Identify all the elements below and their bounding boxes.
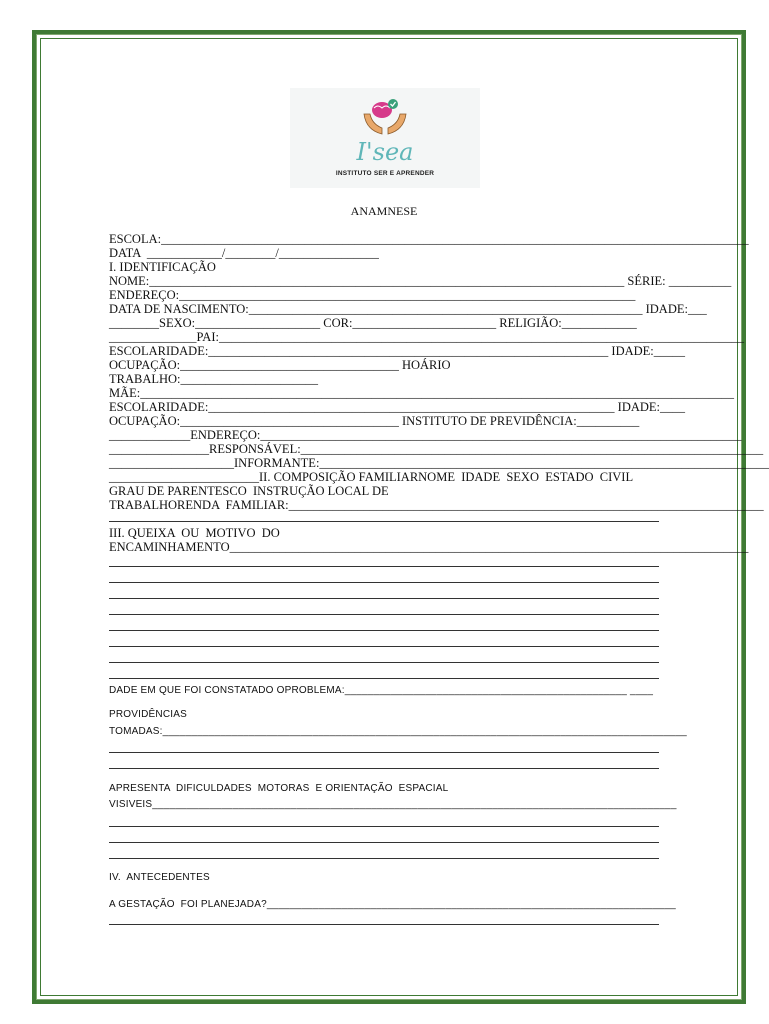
form-line: III. QUEIXA OU MOTIVO DO xyxy=(109,526,280,540)
logo-subtitle: INSTITUTO SER E APRENDER xyxy=(335,170,435,177)
blank-answer-line[interactable] xyxy=(109,858,659,859)
form-line[interactable]: NOME:____________________________________________________________________________ SÉRIE: __________ xyxy=(109,274,732,288)
form-line[interactable]: ______________PAI:____________________________________________________________________________________ xyxy=(109,330,744,344)
blank-answer-line[interactable] xyxy=(109,678,659,679)
form-line[interactable]: ENDEREÇO:_________________________________________________________________________ xyxy=(109,288,636,302)
form-line[interactable]: ENCAMINHAMENTO___________________________________________________________________________________ xyxy=(109,540,749,554)
blank-answer-line[interactable] xyxy=(109,842,659,843)
form-line[interactable]: ESCOLARIDADE:_________________________________________________________________ IDADE:____ xyxy=(109,400,686,414)
form-line[interactable]: OCUPAÇÃO:___________________________________ INSTITUTO DE PREVIDÊNCIA:__________ xyxy=(109,414,640,428)
form-line[interactable]: MÃE:_______________________________________________________________________________________________ xyxy=(109,386,734,400)
blank-answer-line[interactable] xyxy=(109,582,659,583)
form-line[interactable]: OCUPAÇÃO:___________________________________ HOÁRIO xyxy=(109,358,451,372)
form-line: GRAU DE PARENTESCO INSTRUÇÃO LOCAL DE xyxy=(109,484,389,498)
blank-answer-line[interactable] xyxy=(109,826,659,827)
motoras-label: APRESENTA DIFICULDADES MOTORAS E ORIENTAÇÃO ESPACIAL xyxy=(109,783,449,794)
blank-answer-line[interactable] xyxy=(109,598,659,599)
form-line[interactable]: ESCOLARIDADE:________________________________________________________________ IDADE:_____ xyxy=(109,344,686,358)
form-line[interactable]: ____________________INFORMANTE:________________________________________________________________________ xyxy=(109,456,769,470)
form-line[interactable]: TRABALHORENDA FAMILIAR:____________________________________________________________________________ xyxy=(109,498,764,512)
form-line[interactable]: DATA ____________/________/________________ xyxy=(109,246,379,260)
form-line[interactable]: _____________ENDEREÇO:_____________________________________________________________________________ xyxy=(109,428,742,442)
motoras-field[interactable]: VISIVEIS___________________________________________________________________________________________ xyxy=(109,799,677,810)
providencias-field[interactable]: TOMADAS:___________________________________________________________________________________________ xyxy=(109,726,687,737)
antecedentes-heading: IV. ANTECEDENTES xyxy=(109,872,210,883)
institute-logo xyxy=(290,88,480,188)
form-line[interactable]: ________________________II. COMPOSIÇÃO FAMILIARNOME IDADE SEXO ESTADO CIVIL xyxy=(109,470,634,484)
constatado-line[interactable]: DADE EM QUE FOI CONSTATADO OPROBLEMA:_________________________________________________ ____ xyxy=(109,685,654,696)
blank-answer-line[interactable] xyxy=(109,566,659,567)
blank-answer-line[interactable] xyxy=(109,924,659,925)
blank-answer-line[interactable] xyxy=(109,768,659,769)
form-line[interactable]: TRABALHO:______________________ xyxy=(109,372,319,386)
blank-answer-line[interactable] xyxy=(109,662,659,663)
providencias-label: PROVIDÊNCIAS xyxy=(109,709,187,720)
logo-name: I'sea xyxy=(356,138,414,166)
hands-brain-icon xyxy=(360,96,410,138)
blank-answer-line[interactable] xyxy=(109,521,659,522)
blank-answer-line[interactable] xyxy=(109,752,659,753)
form-line[interactable]: ESCOLA:______________________________________________________________________________________________ xyxy=(109,232,749,246)
form-line[interactable]: ________________RESPONSÁVEL:__________________________________________________________________________ xyxy=(109,442,764,456)
blank-answer-line[interactable] xyxy=(109,646,659,647)
blank-answer-line[interactable] xyxy=(109,614,659,615)
form-line: I. IDENTIFICAÇÃO xyxy=(109,260,216,274)
form-line[interactable]: DATA DE NASCIMENTO:_______________________________________________________________ IDADE:___ xyxy=(109,302,707,316)
blank-answer-line[interactable] xyxy=(109,630,659,631)
document-title: ANAMNESE xyxy=(350,204,418,218)
gestacao-field[interactable]: A GESTAÇÃO FOI PLANEJADA?_______________________________________________________________________ xyxy=(109,899,676,910)
form-line[interactable]: ________SEXO:____________________ COR:_______________________ RELIGIÃO:____________ xyxy=(109,316,637,330)
